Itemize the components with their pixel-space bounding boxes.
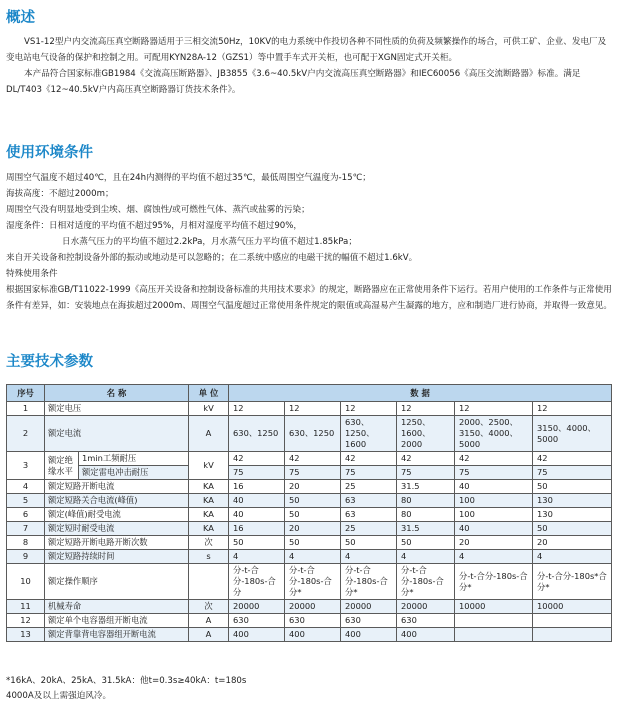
row-value: 31.5 xyxy=(397,480,455,494)
row-value: 12 xyxy=(533,402,612,416)
row-value: 4 xyxy=(455,550,533,564)
row-value: 20000 xyxy=(229,600,285,614)
row-value: 40 xyxy=(455,522,533,536)
row-value: 630 xyxy=(285,614,341,628)
table-row xyxy=(7,508,612,522)
row-unit: A xyxy=(189,628,229,642)
row-value: 10000 xyxy=(455,600,533,614)
row-value: 12 xyxy=(397,402,455,416)
row-value: 20000 xyxy=(285,600,341,614)
row-value: 630 xyxy=(397,614,455,628)
overview-paragraph-2: 本产品符合国家标准GB1984《交流高压断路器》、JB3855《3.6~40.5kV户内交流高压真空断路器》和IEC60056《高压交流断路器》标准。满足DL/T403《12~40.5kV户内高压真空断路器订货技术条件》。 xyxy=(6,69,581,95)
row-value: 630 xyxy=(341,614,397,628)
row-value xyxy=(533,628,612,642)
row-value: 4 xyxy=(285,550,341,564)
row-value xyxy=(455,628,533,642)
row-value: 42 xyxy=(455,452,533,466)
row-seq: 11 xyxy=(7,600,45,614)
row-unit: KA xyxy=(189,480,229,494)
row-value: 130 xyxy=(533,508,612,522)
environment-heading: 使用环境条件 xyxy=(6,145,93,161)
row-value: 42 xyxy=(397,452,455,466)
env-line-special-body: 根据国家标准GB/T11022-1999《高压开关设备和控制设备标准的共用技术要求》的规定，断路器应在正常使用条件下运行。若用户使用的工作条件与正常使用条件有差异，如：安装地点在海拔超过2000m、周围空气温度超过正常使用条件规定的限值或高湿易产生凝露的地方，应和制造厂进行协商，并取得一致意见。 xyxy=(6,285,613,311)
table-row xyxy=(7,550,612,564)
row-unit: kV xyxy=(189,402,229,416)
row-unit: KA xyxy=(189,494,229,508)
row-value: 4 xyxy=(341,550,397,564)
row-value: 400 xyxy=(229,628,285,642)
row-seq: 9 xyxy=(7,550,45,564)
row-subname: 额定雷电冲击耐压 xyxy=(79,466,189,480)
environment-body xyxy=(6,170,614,314)
row-value: 3150、4000、5000 xyxy=(533,416,612,452)
overview-paragraph-1: VS1-12型户内交流高压真空断路器适用于三相交流50Hz，10KV的电力系统中作投切各种不同性质的负荷及频繁操作的场合，可供工矿、企业、发电厂及变电站电气设备的保护和控制之用。可配用KYN28A-12（GZS1）等中置手车式开关柜，也可配于XGN固定式开关柜。 xyxy=(6,37,607,63)
table-footnotes xyxy=(6,674,614,704)
row-subname: 1min工频耐压 xyxy=(79,452,189,466)
row-value: 50 xyxy=(533,522,612,536)
row-value: 75 xyxy=(455,466,533,480)
row-value: 42 xyxy=(285,452,341,466)
row-value: 20 xyxy=(285,480,341,494)
env-line-humidity: 湿度条件：日相对适度的平均值不超过95%，月相对湿度平均值不超过90%， xyxy=(6,221,303,231)
row-value: 75 xyxy=(285,466,341,480)
row-name: 机械寿命 xyxy=(45,600,189,614)
table-row xyxy=(7,600,612,614)
row-name: 额定单个电容器组开断电流 xyxy=(45,614,189,628)
footnote-cooling: 4000A及以上需强迫风冷。 xyxy=(6,691,112,701)
table-row xyxy=(7,416,612,452)
row-value: 40 xyxy=(229,494,285,508)
row-value: 20000 xyxy=(397,600,455,614)
row-value: 20 xyxy=(285,522,341,536)
row-name: 额定短路持续时间 xyxy=(45,550,189,564)
row-value: 75 xyxy=(341,466,397,480)
row-value: 16 xyxy=(229,480,285,494)
row-unit xyxy=(189,564,229,600)
row-unit: 次 xyxy=(189,536,229,550)
row-name: 额定短路关合电流(峰值) xyxy=(45,494,189,508)
table-row xyxy=(7,466,612,480)
row-seq: 13 xyxy=(7,628,45,642)
row-value: 42 xyxy=(533,452,612,466)
row-value xyxy=(455,614,533,628)
row-value: 4 xyxy=(397,550,455,564)
row-unit: A xyxy=(189,416,229,452)
row-value: 12 xyxy=(341,402,397,416)
table-row xyxy=(7,402,612,416)
row-value: 630 xyxy=(229,614,285,628)
row-unit: KA xyxy=(189,508,229,522)
row-value: 12 xyxy=(285,402,341,416)
row-value: 75 xyxy=(533,466,612,480)
params-heading: 主要技术参数 xyxy=(6,354,93,370)
row-value: 25 xyxy=(341,480,397,494)
env-line-altitude: 海拔高度：不超过2000m； xyxy=(6,189,114,199)
technical-parameters-table xyxy=(6,384,612,642)
row-seq: 3 xyxy=(7,452,45,480)
row-value: 12 xyxy=(455,402,533,416)
footnote-breaking-time: *16kA、20kA、25kA、31.5kA：他t=0.3s≥40kA：t=180s xyxy=(6,676,247,686)
table-row xyxy=(7,628,612,642)
row-value: 130 xyxy=(533,494,612,508)
row-value: 1250、1600、2000 xyxy=(397,416,455,452)
row-value: 80 xyxy=(397,494,455,508)
row-name: 额定(峰值)耐受电流 xyxy=(45,508,189,522)
row-value: 40 xyxy=(455,480,533,494)
row-unit: kV xyxy=(189,452,229,480)
row-value: 4 xyxy=(533,550,612,564)
row-value: 12 xyxy=(229,402,285,416)
table-row xyxy=(7,564,612,600)
row-value: 2000、2500、3150、4000、5000 xyxy=(455,416,533,452)
row-name: 额定电压 xyxy=(45,402,189,416)
header-data: 数 据 xyxy=(229,385,612,402)
table-row xyxy=(7,614,612,628)
row-name: 额定短路开断电路开断次数 xyxy=(45,536,189,550)
env-line-temperature: 周围空气温度不超过40℃，且在24h内测得的平均值不超过35℃，最低周围空气温度为-15℃； xyxy=(6,173,371,183)
row-seq: 1 xyxy=(7,402,45,416)
row-seq: 12 xyxy=(7,614,45,628)
row-value: 4 xyxy=(229,550,285,564)
header-name: 名 称 xyxy=(45,385,189,402)
row-value: 50 xyxy=(533,480,612,494)
env-line-vapor-pressure: 日水蒸气压力的平均值不超过2.2kPa，月水蒸气压力平均值不超过1.85kPa； xyxy=(62,237,357,247)
row-value: 100 xyxy=(455,494,533,508)
row-seq: 7 xyxy=(7,522,45,536)
row-value: 400 xyxy=(285,628,341,642)
row-value: 16 xyxy=(229,522,285,536)
row-value: 分-t-合分-180s*合分* xyxy=(533,564,612,600)
header-seq: 序号 xyxy=(7,385,45,402)
row-value: 50 xyxy=(285,494,341,508)
overview-heading: 概述 xyxy=(6,10,35,26)
row-name: 额定短路开断电流 xyxy=(45,480,189,494)
row-value: 分-t-合分-180s-合分* xyxy=(397,564,455,600)
row-value: 50 xyxy=(341,536,397,550)
row-value: 20 xyxy=(455,536,533,550)
row-value: 50 xyxy=(229,536,285,550)
row-value: 25 xyxy=(341,522,397,536)
row-value: 10000 xyxy=(533,600,612,614)
row-value: 分-t-合分-180s-合分* xyxy=(285,564,341,600)
row-unit: KA xyxy=(189,522,229,536)
row-value: 63 xyxy=(341,508,397,522)
row-value: 40 xyxy=(229,508,285,522)
env-line-pollution: 周围空气没有明显地受到尘埃、烟、腐蚀性/或可燃性气体、蒸汽或盐雾的污染； xyxy=(6,205,310,215)
row-value: 50 xyxy=(285,536,341,550)
overview-body xyxy=(6,34,614,98)
row-seq: 5 xyxy=(7,494,45,508)
table-row xyxy=(7,536,612,550)
table-row xyxy=(7,522,612,536)
table-row xyxy=(7,480,612,494)
table-row xyxy=(7,452,612,466)
row-value: 42 xyxy=(341,452,397,466)
row-value: 630、1250 xyxy=(229,416,285,452)
table-row xyxy=(7,494,612,508)
row-seq: 10 xyxy=(7,564,45,600)
env-line-vibration: 来自开关设备和控制设备外部的振动或地动是可以忽略的；在二系统中感应的电磁干扰的幅值不超过1.6kV。 xyxy=(6,253,418,263)
row-value: 20 xyxy=(533,536,612,550)
row-unit: 次 xyxy=(189,600,229,614)
row-value: 630、1250、1600 xyxy=(341,416,397,452)
row-unit: s xyxy=(189,550,229,564)
header-unit: 单 位 xyxy=(189,385,229,402)
row-value: 50 xyxy=(285,508,341,522)
row-seq: 4 xyxy=(7,480,45,494)
row-seq: 2 xyxy=(7,416,45,452)
row-seq: 8 xyxy=(7,536,45,550)
row-value: 630、1250 xyxy=(285,416,341,452)
row-value xyxy=(533,614,612,628)
row-value: 75 xyxy=(229,466,285,480)
row-value: 分-t-合分-180s-合分* xyxy=(455,564,533,600)
row-value: 63 xyxy=(341,494,397,508)
row-name: 额定操作顺序 xyxy=(45,564,189,600)
row-value: 80 xyxy=(397,508,455,522)
row-value: 分-t-合分-180s-合分* xyxy=(341,564,397,600)
row-name: 额定背靠背电容器组开断电流 xyxy=(45,628,189,642)
row-unit: A xyxy=(189,614,229,628)
table-header-row xyxy=(7,385,612,402)
row-name: 额定电流 xyxy=(45,416,189,452)
row-name: 额定短时耐受电流 xyxy=(45,522,189,536)
row-value: 50 xyxy=(397,536,455,550)
row-value: 31.5 xyxy=(397,522,455,536)
row-value: 400 xyxy=(341,628,397,642)
row-group-name: 额定绝缘水平 xyxy=(45,452,79,480)
row-seq: 6 xyxy=(7,508,45,522)
env-line-special-title: 特殊使用条件 xyxy=(6,269,58,279)
row-value: 20000 xyxy=(341,600,397,614)
row-value: 400 xyxy=(397,628,455,642)
row-value: 100 xyxy=(455,508,533,522)
row-value: 42 xyxy=(229,452,285,466)
row-value: 75 xyxy=(397,466,455,480)
row-value: 分-t-合分-180s-合分 xyxy=(229,564,285,600)
